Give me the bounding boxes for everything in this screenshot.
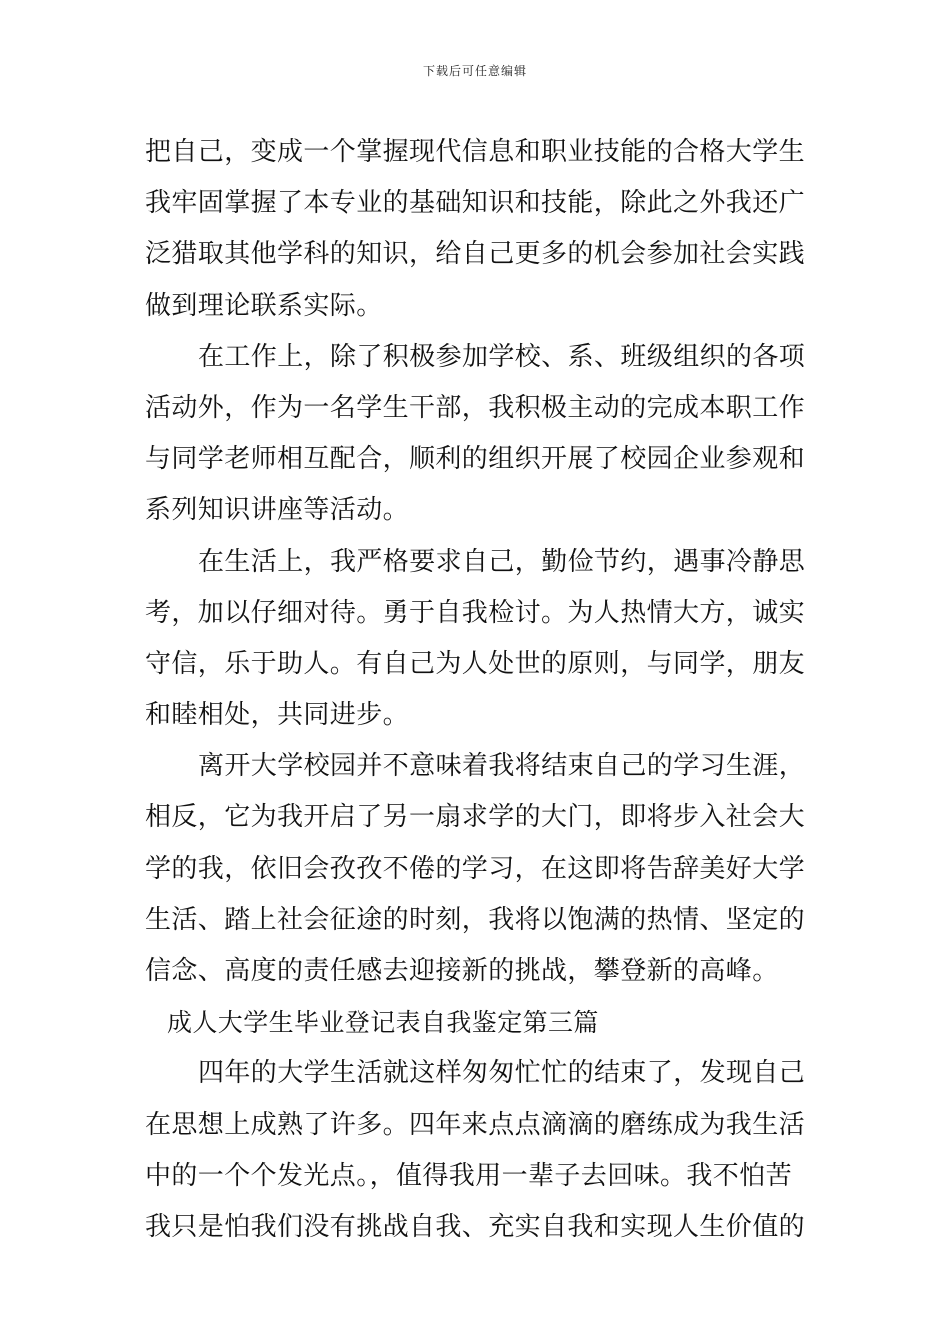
- body-line: 考，加以仔细对待。勇于自我检讨。为人热情大方，诚实: [145, 597, 806, 628]
- body-line: 我只是怕我们没有挑战自我、充实自我和实现人生价值的: [145, 1211, 806, 1242]
- body-line: 守信，乐于助人。有自己为人处世的原则，与同学，朋友: [145, 648, 806, 679]
- body-line: 做到理论联系实际。: [145, 290, 383, 321]
- paragraph-start-line: 四年的大学生活就这样匆匆忙忙的结束了，发现自己: [198, 1058, 806, 1089]
- page-header-note: 下载后可任意编辑: [422, 64, 527, 78]
- body-line: 信念、高度的责任感去迎接新的挑战，攀登新的高峰。: [145, 956, 779, 986]
- section-heading: 成人大学生毕业登记表自我鉴定第三篇: [167, 1008, 599, 1038]
- body-line: 相反，它为我开启了另一扇求学的大门，即将步入社会大: [145, 802, 806, 833]
- body-line: 在思想上成熟了许多。四年来点点滴滴的磨练成为我生活: [145, 1109, 806, 1140]
- paragraph-start-line: 离开大学校园并不意味着我将结束自己的学习生涯，: [198, 751, 806, 782]
- body-line: 我牢固掌握了本专业的基础知识和技能，除此之外我还广: [145, 188, 806, 219]
- paragraph-start-line: 在工作上，除了积极参加学校、系、班级组织的各项: [198, 341, 806, 372]
- body-line: 中的一个个发光点。，值得我用一辈子去回味。我不怕苦: [145, 1160, 793, 1191]
- body-line: 活动外，作为一名学生干部，我积极主动的完成本职工作: [145, 392, 806, 423]
- body-line: 学的我，依旧会孜孜不倦的学习，在这即将告辞美好大学: [145, 853, 806, 884]
- body-line: 把自己，变成一个掌握现代信息和职业技能的合格大学生: [145, 137, 806, 167]
- body-line: 和睦相处，共同进步。: [145, 700, 410, 731]
- paragraph-start-line: 在生活上，我严格要求自己，勤俭节约，遇事冷静思: [198, 546, 806, 577]
- body-line: 泛猎取其他学科的知识，给自己更多的机会参加社会实践: [145, 239, 806, 270]
- body-line: 与同学老师相互配合，顺利的组织开展了校园企业参观和: [145, 444, 806, 475]
- body-line: 生活、踏上社会征途的时刻，我将以饱满的热情、坚定的: [145, 904, 806, 935]
- document-body: [145, 127, 810, 1253]
- body-line: 系列知识讲座等活动。: [145, 495, 410, 526]
